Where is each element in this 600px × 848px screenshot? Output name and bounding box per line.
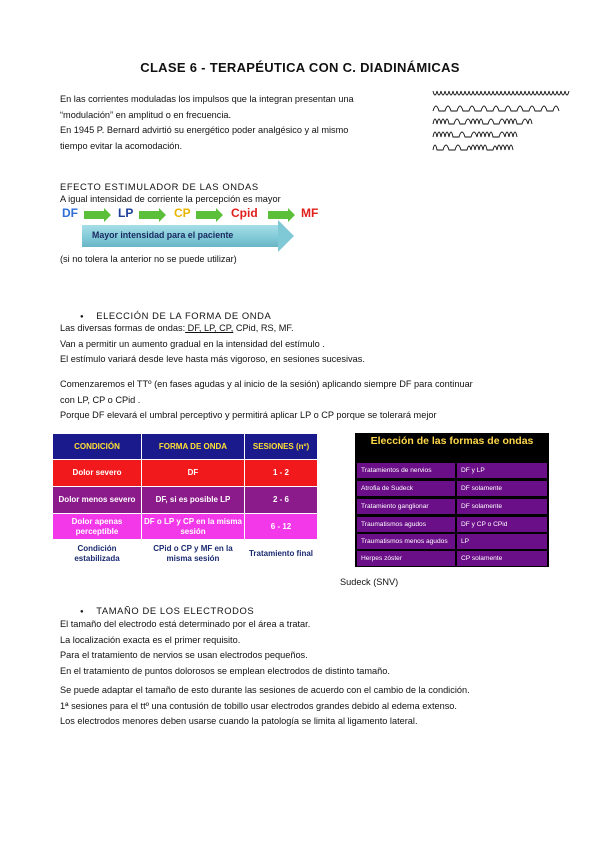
treatment-line: Comenzaremos el TTº (en fases agudas y al inicio de la sesión) aplicando siempre DF para continuar [60, 379, 473, 389]
election-paragraph [60, 321, 365, 368]
table-cell: CPid o CP y MF en la misma sesión [142, 540, 245, 568]
wave-types-intro: Las diversas formas de ondas: [60, 323, 186, 333]
intro-line: En 1945 P. Bernard advirtió su energético poder analgésico y al mismo [60, 125, 349, 135]
table-header-row [53, 434, 318, 460]
table-cell: DF, si es posible LP [142, 487, 245, 514]
wave-label-lp: LP [118, 206, 134, 220]
table-cell: DF [142, 460, 245, 487]
wave-label-cp: CP [174, 206, 191, 220]
electrodes-line: El tamaño del electrodo está determinado por el área a tratar. [60, 619, 311, 629]
table-row [355, 463, 549, 478]
election-line: El estímulo variará desde leve hasta más vigoroso, en sesiones sucesivas. [60, 354, 365, 364]
wave-label-mf: MF [301, 206, 319, 220]
wave-label-cpid: Cpid [231, 206, 258, 220]
wave-choice-table [355, 433, 549, 567]
intro-paragraph [60, 92, 354, 154]
table-cell: 2 - 6 [245, 487, 318, 514]
intensity-arrow [82, 225, 278, 247]
table-row [53, 460, 318, 487]
table-header-cell: FORMA DE ONDA [142, 434, 245, 460]
table-cell: DF solamente [457, 499, 547, 514]
treatment-line: con LP, CP o CPid . [60, 394, 141, 405]
table-cell: Dolor menos severo [53, 487, 142, 514]
table-cell: 6 - 12 [245, 514, 318, 540]
election-line: Van a permitir un aumento gradual en la intensidad del estímulo . [60, 338, 325, 349]
intro-line: tiempo evitar la acomodación. [60, 140, 183, 151]
treatment-paragraph [60, 377, 473, 424]
treatment-line: Porque DF elevará el umbral perceptivo y permitirá aplicar LP o CP porque se tolerará mejor [60, 410, 437, 420]
table-cell: Tratamiento ganglionar [357, 499, 455, 514]
table-cell: Tratamiento final [245, 540, 318, 568]
table-row [355, 551, 549, 566]
election-heading: ● ELECCIÓN DE LA FORMA DE ONDA [80, 308, 271, 327]
electrodes-line: Se puede adaptar el tamaño de esto durante las sesiones de acuerdo con el cambio de la condición. [60, 685, 470, 695]
arrow-right-icon [196, 211, 216, 219]
wave-types-rest: CPid, RS, MF. [233, 323, 294, 333]
sudeck-caption: Sudeck (SNV) [340, 577, 399, 587]
table-cell: CP solamente [457, 551, 547, 566]
table-cell: 1 - 2 [245, 460, 318, 487]
table-row [53, 540, 318, 568]
table-cell: Traumatismos menos agudos [357, 534, 455, 549]
arrow-right-icon [139, 211, 159, 219]
effect-heading: EFECTO ESTIMULADOR DE LAS ONDAS [60, 181, 259, 192]
table-cell: DF solamente [457, 481, 547, 496]
table-cell: Herpes zóster [357, 551, 455, 566]
waveform-illustration [432, 89, 574, 153]
tolerance-note: (si no tolera la anterior no se puede utilizar) [60, 254, 237, 264]
arrow-right-icon [84, 211, 104, 219]
electrodes-line: Para el tratamiento de nervios se usan electrodos pequeños. [60, 650, 308, 660]
table-cell: Dolor severo [53, 460, 142, 487]
table-cell: DF o LP y CP en la misma sesión [142, 514, 245, 540]
table-cell: Tratamientos de nervios [357, 463, 455, 478]
electrodes-line: Los electrodos menores deben usarse cuando la patología se limita al ligamento lateral. [60, 716, 418, 726]
table-row [355, 534, 549, 549]
wave-choice-title: Elección de las formas de ondas [370, 435, 534, 447]
intro-line: En las corrientes moduladas los impulsos que la integran presentan una [60, 94, 354, 104]
electrodes-paragraph [60, 617, 390, 679]
arrow-right-icon [268, 211, 288, 219]
condition-table [52, 433, 318, 568]
electrodes-adaptation-paragraph [60, 683, 470, 730]
electrodes-line: En el tratamiento de puntos dolorosos se emplean electrodos de distinto tamaño. [60, 665, 390, 676]
table-cell: LP [457, 534, 547, 549]
table-header-cell: SESIONES (nº) [245, 434, 318, 460]
intensity-arrow-text: Mayor intensidad para el paciente [92, 230, 234, 240]
effect-line: A igual intensidad de corriente la percepción es mayor [60, 194, 281, 204]
table-row [355, 499, 549, 514]
table-header-cell: CONDICIÓN [53, 434, 142, 460]
table-row [53, 514, 318, 540]
wave-label-df: DF [62, 206, 78, 220]
table-cell: DF y CP o CPid [457, 517, 547, 532]
electrodes-heading: ● TAMAÑO DE LOS ELECTRODOS [80, 603, 254, 622]
table-row [53, 487, 318, 514]
table-cell: Atrofia de Sudeck [357, 481, 455, 496]
table-cell: Dolor apenas perceptible [53, 514, 142, 540]
wave-types-underlined: DF, LP, CP, [185, 323, 234, 333]
election-line [60, 321, 365, 337]
electrodes-line: La localización exacta es el primer requisito. [60, 634, 241, 645]
electrodes-line: 1ª sesiones para el ttº una contusión de tobillo usar electrodos grandes debido al edema extenso. [60, 700, 457, 711]
table-row [355, 517, 549, 532]
waveform-progression [0, 206, 600, 224]
table-cell: Condición estabilizada [53, 540, 142, 568]
table-row [355, 481, 549, 496]
intro-line: “modulación” en amplitud o en frecuencia. [60, 109, 232, 120]
page-title: CLASE 6 - TERAPÉUTICA CON C. DIADINÁMICAS [140, 60, 460, 75]
table-cell: DF y LP [457, 463, 547, 478]
table-cell: Traumatismos agudos [357, 517, 455, 532]
